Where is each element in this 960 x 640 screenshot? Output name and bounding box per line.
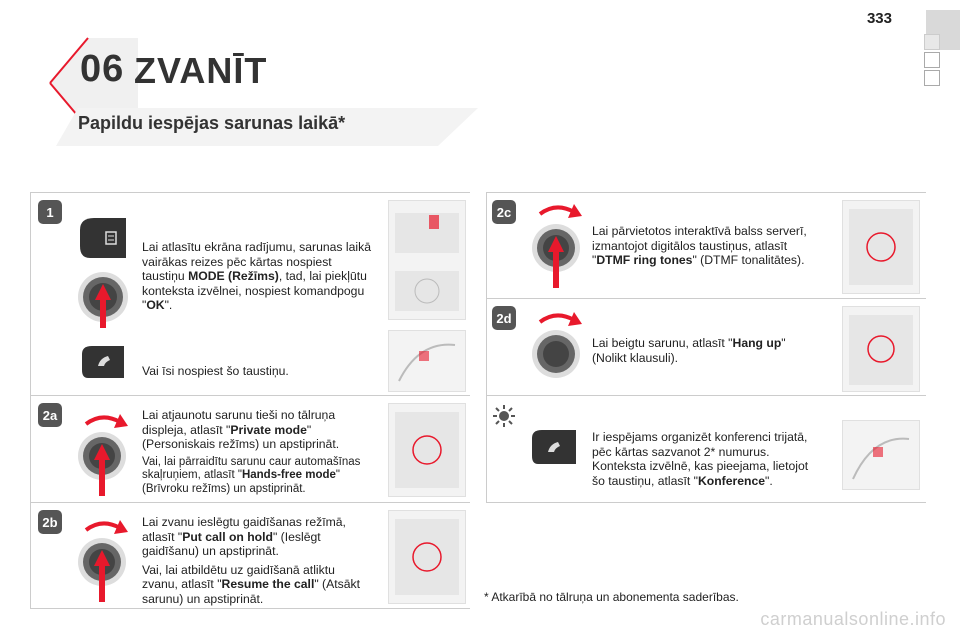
page-number: 333 (866, 10, 892, 27)
tab-square (924, 70, 940, 86)
divider (486, 192, 487, 502)
divider (486, 298, 926, 299)
ok-knob-icon (74, 410, 134, 498)
divider (486, 502, 926, 503)
block-2b-text: Lai zvanu ieslēgtu gaidīšanas režīmā, atlasīt "Put call on hold" (Ieslēgt gaidīšanu) un apstiprināt. Vai, lai atbildētu uz gaidīšanā atliktu zvanu, atlasīt "Resume the call" (Atsākt sarunu) un apstiprināt. (142, 515, 360, 606)
tab-square (924, 34, 940, 50)
phone-button-icon (78, 344, 128, 380)
dashboard-thumbnail (388, 403, 466, 497)
block-2d-text: Lai beigtu sarunu, atlasīt "Hang up" (Nolikt klausuli). (592, 336, 786, 365)
tab-square (924, 52, 940, 68)
step-badge-2a: 2a (38, 403, 62, 427)
divider (30, 395, 470, 396)
sun-icon (492, 404, 516, 428)
dashboard-thumbnail (388, 510, 466, 604)
phone-button-icon (528, 428, 580, 466)
dashboard-thumbnail (842, 306, 920, 392)
ok-knob-icon (528, 308, 588, 392)
steering-thumbnail (842, 420, 920, 490)
block-2a-text: Lai atjaunotu sarunu tieši no tālruņa displeja, atlasīt "Private mode" (Personiskais režīms) un apstiprināt. Vai, lai pārraidītu sarunu caur automašīnas skaļruņiem, atlasīt "Hands-free mode" (Brīvroku režīms) un apstiprināt. (142, 408, 361, 495)
mode-button-icon (74, 212, 130, 264)
dashboard-thumbnail (388, 200, 466, 320)
divider (30, 192, 31, 608)
step-badge-2c: 2c (492, 200, 516, 224)
dashboard-thumbnail (842, 200, 920, 294)
footnote: * Atkarībā no tālruņa un abonementa saderības. (484, 590, 739, 604)
chapter-number: 06 (80, 48, 125, 90)
block-1-text: Lai atlasītu ekrāna radījumu, sarunas laikā vairākas reizes pēc kārtas nospiest taustiņu MODE (Režīms), tad, lai piekļūtu konteksta izvēlnei, nospiest komandpogu "OK". (142, 240, 371, 312)
divider (486, 192, 926, 193)
divider (30, 608, 470, 609)
divider (30, 502, 470, 503)
block-1-text-2: Vai īsi nospiest šo taustiņu. (142, 364, 289, 378)
ok-knob-icon (528, 200, 588, 292)
step-badge-1: 1 (38, 200, 62, 224)
divider (30, 192, 470, 193)
divider (486, 395, 926, 396)
step-badge-2d: 2d (492, 306, 516, 330)
step-badge-2b: 2b (38, 510, 62, 534)
section-title: Papildu iespējas sarunas laikā* (78, 113, 346, 133)
steering-thumbnail (388, 330, 466, 392)
ok-knob-icon (74, 516, 134, 606)
watermark: carmanualsonline.info (760, 609, 946, 629)
conference-text: Ir iespējams organizēt konferenci trijatā, pēc kārtas sazvanot 2* numurus. Konteksta izvēlnē, kas pieejama, lietojot šo taustiņu, atlasīt "Konference". (592, 430, 809, 488)
chapter-title: ZVANĪT (134, 50, 268, 91)
ok-knob-icon (76, 270, 132, 332)
block-2c-text: Lai pārvietotos interaktīvā balss serverī, izmantojot digitālos taustiņus, atlasīt "DTMF ring tones" (DTMF tonalitātes). (592, 224, 807, 267)
